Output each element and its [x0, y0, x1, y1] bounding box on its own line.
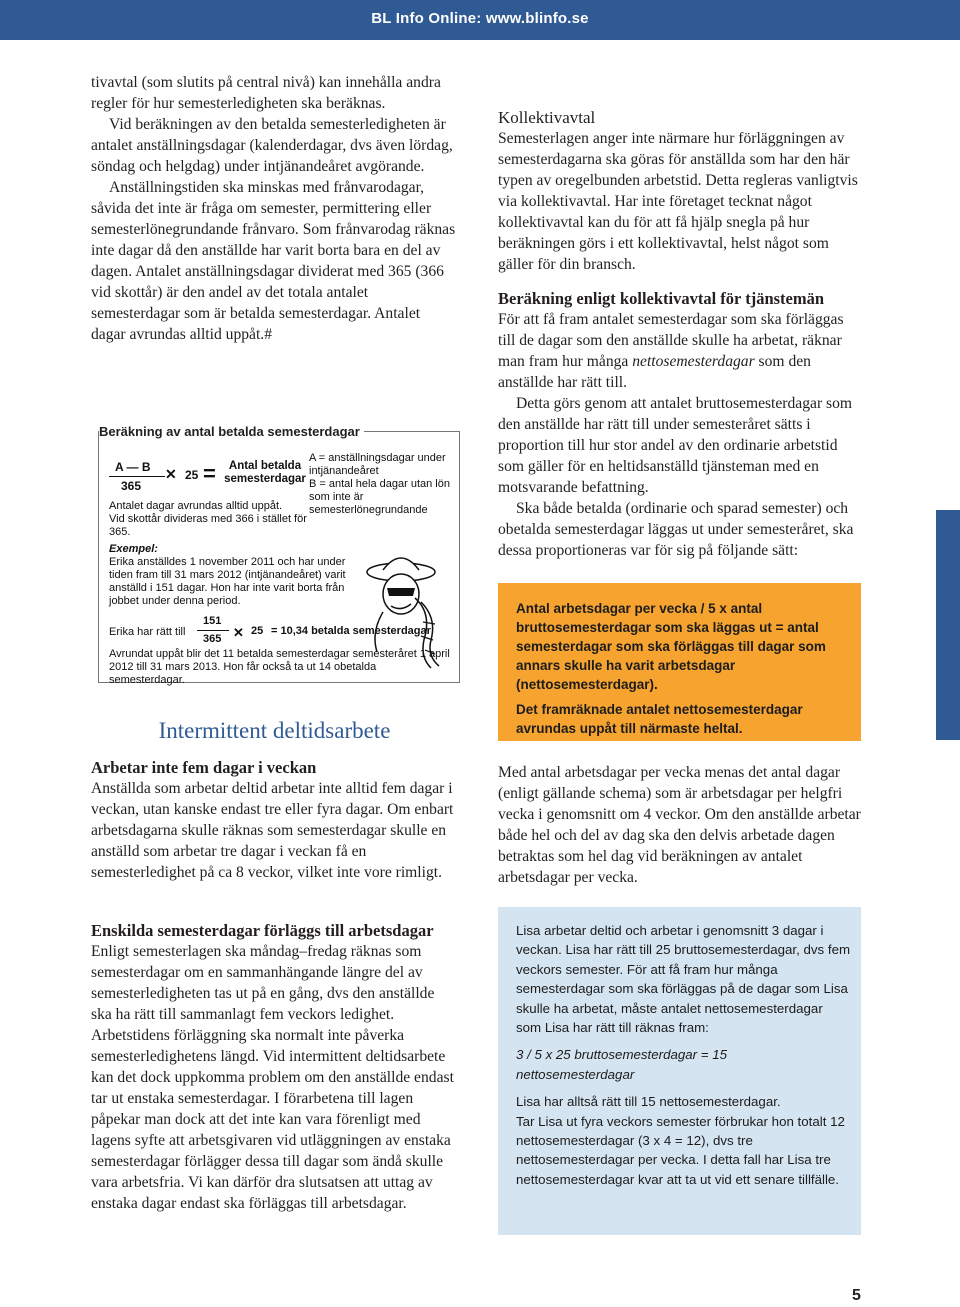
- example-box: [498, 907, 861, 1235]
- subheading: Arbetar inte fem dagar i veckan: [91, 758, 317, 777]
- fraction-line: [197, 630, 229, 631]
- formula-text: Antal arbetsdagar per vecka / 5 x antal bruttosemesterdagar som ska läggas ut = antal semesterdagar som ska förläggas till dagar som annars skulle ha varit arbetsdagar (nettosemesterdagar).: [516, 601, 826, 692]
- calculation-numerator: 151: [203, 615, 222, 627]
- fraction-line: [109, 476, 165, 477]
- times-symbol: ✕: [165, 466, 177, 482]
- left-bottom-text: [91, 757, 458, 883]
- example-paragraph: Lisa arbetar deltid och arbetar i genomsnitt 3 dagar i veckan. Lisa har rätt till 25 bruttosemesterdagar, dvs fem veckors semester. För att få fram hur många semesterdagar som ska förläggas på de dagar som Lisa skulle ha arbetat, måste antalet nettosemesterdagar som Lisa har rätt till räknas fram:: [516, 923, 851, 1036]
- calculation-prefix: Erika har rätt till: [109, 626, 186, 638]
- calculation-box: [98, 424, 460, 686]
- result-label: Antal betalda semesterdagar: [224, 460, 306, 485]
- paragraph: Med antal arbetsdagar per vecka menas det antal dagar (enligt gällande schema) som är arbetsdagar per helgfri vecka i genomsnitt om 4 veckor. Om den anställde arbetar både hel och del av dag ska den delvis arbetade dagen betraktas som hel dag vid beräkningen av antalet arbetsdagar per vecka.: [498, 764, 861, 886]
- paragraph: Detta görs genom att antalet bruttosemesterdagar som den anställde har rätt till under semesteråret sätts i proportion till hur stor andel av den ordinarie arbetstid som gäller för en heltidsanställd tjänsteman med en motsvarande befattning.: [498, 395, 853, 496]
- calculation-footer: Avrundat uppåt blir det 11 betalda semesterdagar semesteråret 1 april 2012 till 31 mars 2013. Hon får också ta ut 14 obetalda semesterdagar.: [109, 648, 450, 686]
- section-tab: [936, 510, 960, 740]
- note-rounding: Antalet dagar avrundas alltid uppåt.: [109, 500, 283, 512]
- definition-a: A = anställningsdagar under intjänandeåret: [309, 452, 446, 477]
- subheading: Enskilda semesterdagar förläggs till arbetsdagar: [91, 921, 434, 940]
- calculation-denominator: 365: [203, 633, 222, 645]
- right-top-text: [498, 107, 863, 561]
- example-paragraph: Lisa har alltså rätt till 15 nettosemesterdagar.: [516, 1094, 781, 1110]
- paragraph: Anställda som arbetar deltid arbetar inte alltid fem dagar i veckan, utan kanske endast tre eller fyra dagar. Om enbart arbetsdagarna skulle räknas som semesterdagar skulle en anställd som arbetar tre dagar i veckan få en semesterledighet på ca 8 veckor, vilket inte vore rimligt.: [91, 780, 454, 881]
- text-span: som den anställde har rätt till.: [498, 353, 811, 391]
- formula-numerator: A — B: [115, 460, 151, 474]
- paragraph: Enligt semesterlagen ska måndag–fredag räknas som semesterdagar om en sammanhängande längre del av semesterledigheten tas ut på en gång, dvs den anställde ska ha rätt till sammanlagt fem veckors ledighet. Arbetstidens förläggning ska normalt inte påverka semesterledighetens längd. Vid intermittent deltidsarbete kan det dock uppkomma problem om den anställde endast tar ut enstaka semesterdagar. I förarbetena till lagen påpekar man dock att det inte kan vara förenligt med lagens syfte att arbetsgivaren vid utläggningen av enstaka semesterdagar förlägger dessa till dagar som ändå skulle vara arbetsfria. Vi kan därför dra slutsatsen att uttag av enstaka dagar endast ska förläggas till arbetsdagar.: [91, 943, 454, 1212]
- paragraph: Vid beräkningen av den betalda semesterledigheten är antalet anställningsdagar (kalenderdagar, dvs även lördag, söndag och helgdag) under intjänandeåret avgörande.: [91, 116, 453, 175]
- subheading: Kollektivavtal: [498, 108, 596, 127]
- header-bar: [0, 0, 960, 40]
- formula-note: Det framräknade antalet nettosemesterdagar avrundas uppåt till närmaste heltal.: [516, 702, 803, 736]
- text-span: För att få fram antalet semesterdagar som ska förläggas till de dagar som den anställde skulle ha arbetat, räknar man fram hur många: [498, 311, 844, 370]
- example-text: Erika anställdes 1 november 2011 och har under tiden fram till 31 mars 2012 (intjänandeåret) varit anställd i 151 dagar. Hon har inte varit borta från jobbet under denna period.: [109, 556, 346, 607]
- formula-box: [498, 583, 861, 741]
- right-mid-text: [498, 762, 863, 888]
- calculation-multiplier: 25: [251, 625, 264, 637]
- left-bottom-text-2: [91, 920, 458, 1214]
- calculation-box-title: Beräkning av antal betalda semesterdagar: [99, 424, 364, 439]
- equals-symbol: =: [203, 461, 216, 486]
- section-title: Intermittent deltidsarbete: [158, 718, 391, 743]
- subheading: Beräkning enligt kollektivavtal för tjänstemän: [498, 289, 825, 308]
- paragraph: Anställningstiden ska minskas med frånvarodagar, såvida det inte är fråga om semester, permittering eller semesterlönegrundande frånvaro. Som frånvarodag räknas inte dagar då den anställde har varit borta bara en del av dagen. Antalet anställningsdagar dividerat med 365 (366 vid skottår) är den andel av det totala antalet semesterdagar som är betalda semesterdagar. Antalet dagar avrundas alltid uppåt.#: [91, 179, 456, 343]
- header-title: BL Info Online: www.blinfo.se: [371, 10, 589, 27]
- formula-denominator: 365: [121, 479, 142, 493]
- formula-multiplier: 25: [185, 468, 199, 482]
- paragraph: Ska både betalda (ordinarie och sparad semester) och obetalda semesterdagar läggas ut under semesteråret, ska dessa proportioneras var för sig på följande sätt:: [498, 500, 854, 559]
- example-heading: Exempel:: [109, 543, 158, 555]
- example-paragraph: Tar Lisa ut fyra veckors semester förbrukar hon totalt 12 nettosemesterdagar (3 x 4 = 12), dvs tre nettosemesterdagar per vecka. I detta fall har Lisa tre nettosemesterdagar kvar att ta ut vid ett senare tillfälle.: [516, 1113, 845, 1187]
- example-formula: 3 / 5 x 25 bruttosemesterdagar = 15 nettosemesterdagar: [516, 1047, 728, 1082]
- paragraph: [498, 309, 863, 393]
- emphasis-text: nettosemesterdagar: [632, 353, 755, 370]
- paragraph: tivavtal (som slutits på central nivå) kan innehålla andra regler för hur semesterledigheten ska beräknas.: [91, 74, 441, 112]
- times-symbol: ✕: [233, 625, 244, 640]
- definition-b: B = antal hela dagar utan lön som inte är semesterlönegrundande: [309, 478, 450, 516]
- calculation-result: = 10,34 betalda semesterdagar: [271, 625, 431, 637]
- note-leap-year: Vid skottår divideras med 366 i stället för 365.: [109, 513, 307, 538]
- page-number: 5: [852, 1287, 861, 1304]
- left-top-text: [91, 72, 458, 345]
- paragraph: Semesterlagen anger inte närmare hur förläggningen av semesterdagarna ska göras för anställda som har den här typen av oregelbunden arbetstid. Detta regleras vanligtvis via kollektivavtal. Har inte företaget tecknat något kollektivavtal kan du för att få hjälp snegla på hur beräkningen görs i ett kollektivavtal, helst något som gäller för din bransch.: [498, 130, 858, 273]
